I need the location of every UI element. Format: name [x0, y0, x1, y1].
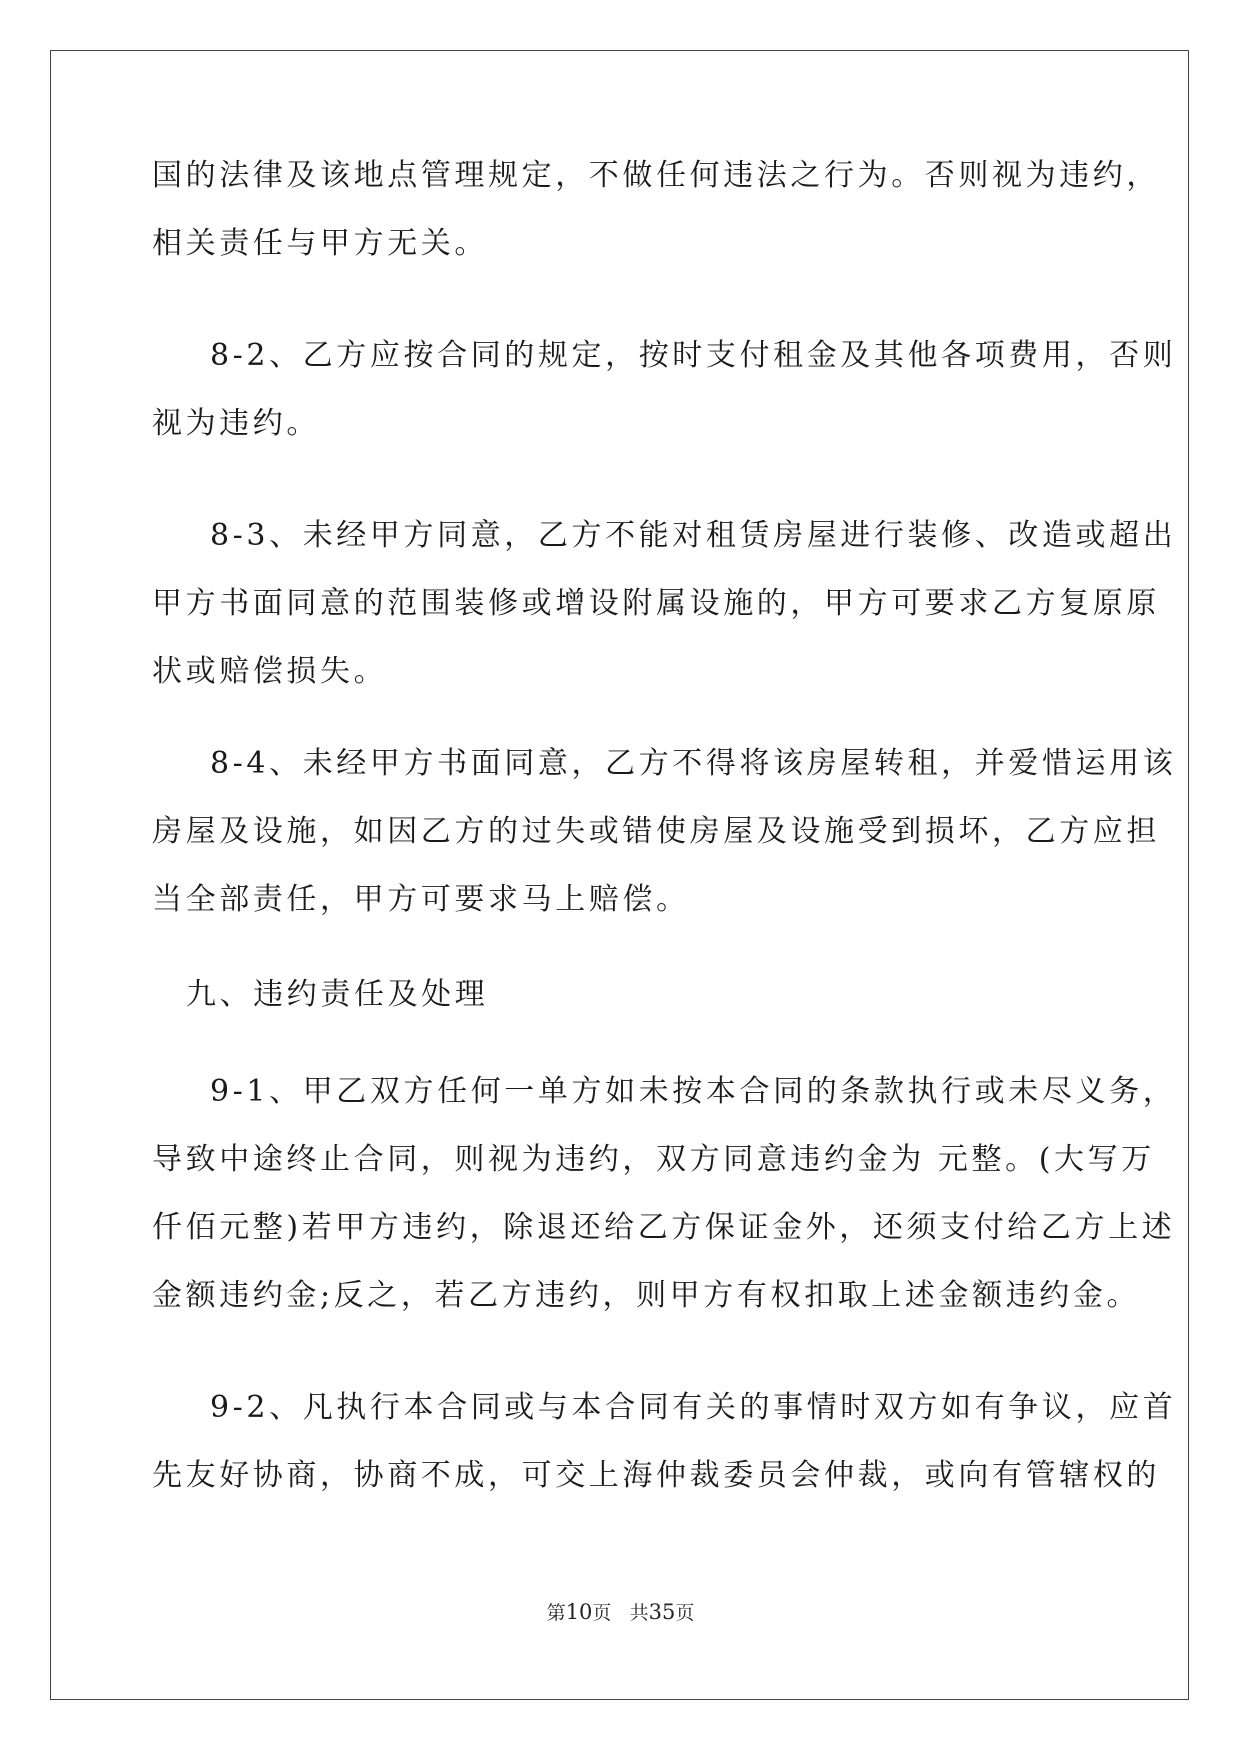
text-line: 8-2、乙方应按合同的规定，按时支付租金及其他各项费用，否则 — [210, 338, 1177, 373]
page-footer — [0, 1600, 1241, 1625]
text-line: 房屋及设施，如因乙方的过失或错使房屋及设施受到损坏，乙方应担 — [152, 814, 1160, 849]
text-line: 仟佰元整)若甲方违约，除退还给乙方保证金外，还须支付给乙方上述 — [152, 1210, 1176, 1245]
text-line: 金额违约金;反之，若乙方违约，则甲方有权扣取上述金额违约金。 — [152, 1278, 1141, 1313]
text-line: 国的法律及该地点管理规定，不做任何违法之行为。否则视为违约， — [152, 158, 1160, 193]
text-line: 状或赔偿损失。 — [152, 654, 388, 689]
text-line: 相关责任与甲方无关。 — [152, 226, 488, 261]
text-line: 先友好协商，协商不成，可交上海仲裁委员会仲裁，或向有管辖权的 — [152, 1458, 1160, 1493]
text-line: 当全部责任，甲方可要求马上赔偿。 — [152, 882, 690, 917]
footer-total-prefix: 共 — [629, 1602, 649, 1624]
text-line: 8-3、未经甲方同意，乙方不能对租赁房屋进行装修、改造或超出 — [210, 518, 1177, 553]
page-border — [50, 50, 1189, 1700]
total-pages-number: 35 — [648, 1600, 676, 1624]
text-line: 9-1、甲乙双方任何一单方如未按本合同的条款执行或未尽义务， — [210, 1074, 1177, 1109]
footer-page-suffix: 页 — [592, 1602, 612, 1624]
current-page-number: 10 — [565, 1600, 593, 1624]
section-heading: 九、违约责任及处理 — [186, 977, 489, 1012]
text-line: 视为违约。 — [152, 406, 320, 441]
footer-prefix: 第 — [546, 1602, 566, 1624]
text-line: 导致中途终止合同，则视为违约，双方同意违约金为 元整。(大写万 — [152, 1142, 1155, 1177]
text-line: 9-2、凡执行本合同或与本合同有关的事情时双方如有争议，应首 — [210, 1390, 1177, 1425]
text-line: 甲方书面同意的范围装修或增设附属设施的，甲方可要求乙方复原原 — [152, 586, 1160, 621]
text-line: 8-4、未经甲方书面同意，乙方不得将该房屋转租，并爱惜运用该 — [210, 746, 1177, 781]
footer-total-suffix: 页 — [675, 1602, 695, 1624]
